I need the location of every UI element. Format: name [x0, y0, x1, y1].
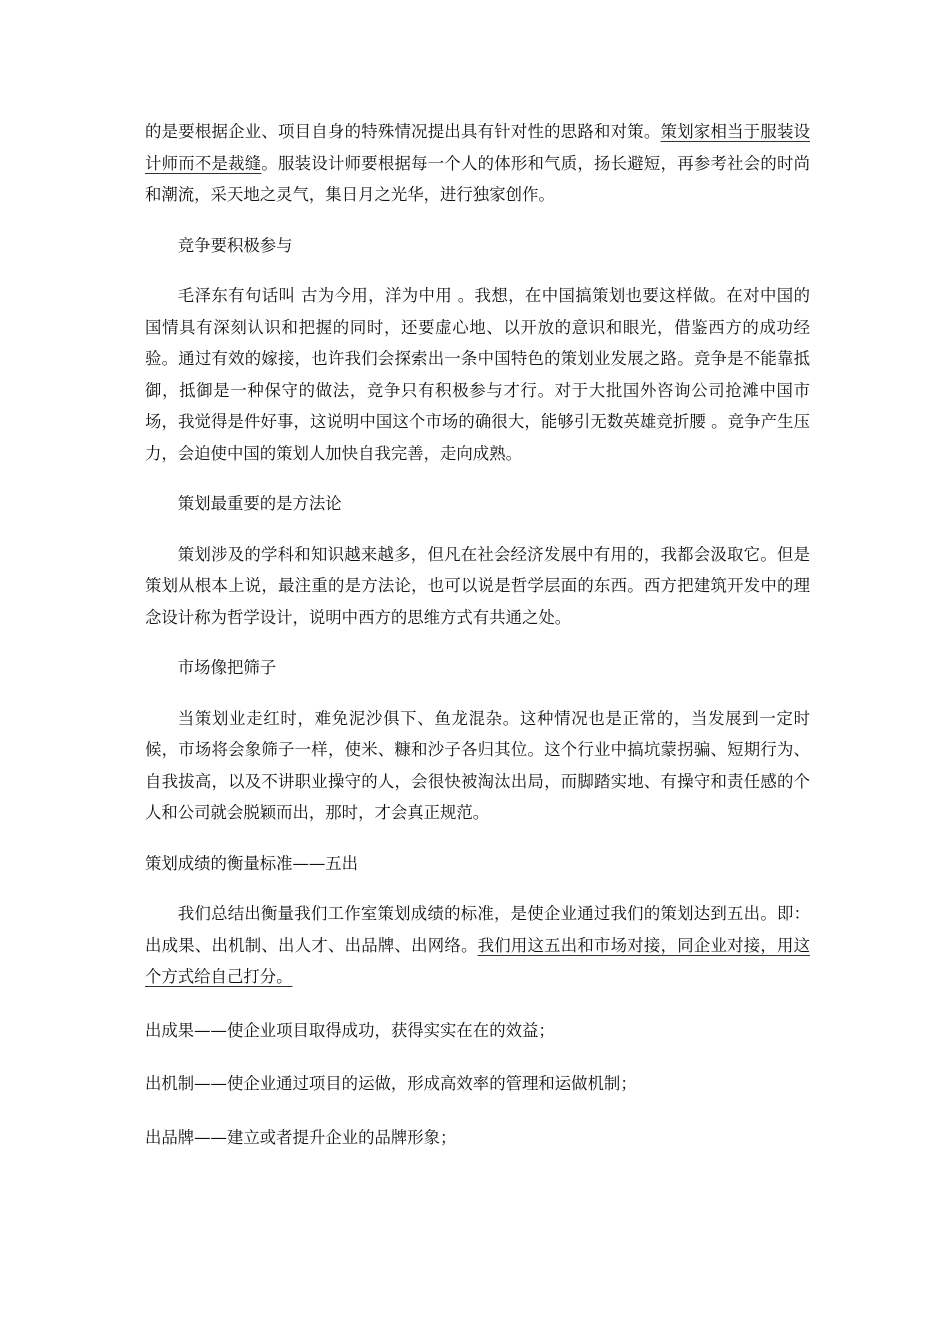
section-heading-market-sieve: 市场像把筛子 — [177, 658, 277, 677]
section-heading-competition: 竞争要积极参与 — [177, 235, 293, 255]
paragraph-text: 的是要根据企业、项目自身的特殊情况提出具有针对性的思路和对策。 — [145, 122, 661, 141]
paragraph-market-sieve: 当策划业走红时，难免泥沙俱下、鱼龙混杂。这种情况也是正常的，当发展到一定时候，市场将会象筛子一样，使米、糠和沙子各归其位。这个行业中搞坑蒙拐骗、短期行为、自我拔高，以及不讲职业操守的人，会很快被淘汰出局，而脚踏实地、有操守和责任感的个人和公司就会脱颖而出，那时，才会真正规范。 — [145, 708, 810, 822]
underlined-text: 策划家相当于服装设计师而不是裁缝 — [145, 122, 811, 173]
list-item-results: 出成果——使企业项目取得成功，获得实实在在的效益； — [145, 1020, 555, 1040]
section-heading-five-outputs: 策划成绩的衡量标准——五出 — [145, 853, 359, 873]
list-item-brand: 出品牌——建立或者提升企业的品牌形象； — [145, 1127, 457, 1147]
paragraph-methodology: 策划涉及的学科和知识越来越多，但凡在社会经济发展中有用的，我都会汲取它。但是策划从根本上说，最注重的是方法论，也可以说是哲学层面的东西。西方把建筑开发中的理念设计称为哲学设计，说明中西方的思维方式有共通之处。 — [145, 544, 810, 627]
paragraph-competition: 毛泽东有句话叫 古为今用，洋为中用 。我想，在中国搞策划也要这样做。在对中国的国情具有深刻认识和把握的同时，还要虚心地、以开放的意识和眼光，借鉴西方的成功经验。通过有效的嫁接，也许我们会探索出一条中国特色的策划业发展之路。竞争是不能靠抵御，抵御是一种保守的做法，竞争只有积极参与才行。对于大批国外咨询公司抢滩中国市场，我觉得是件好事，这说明中国这个市场的确很大，能够引无数英雄竞折腰 。竞争产生压力，会迫使中国的策划人加快自我完善，走向成熟。 — [145, 286, 810, 463]
paragraph-text: 。服装设计师要根据每一个人的体形和气质，扬长避短，再参考社会的时尚和潮流，采天地之灵气，集日月之光华，进行独家创作。 — [145, 153, 811, 204]
section-heading-methodology: 策划最重要的是方法论 — [177, 494, 342, 513]
paragraph-text: 我们总结出衡量我们工作室策划成绩的标准，是使企业通过我们的策划达到五出。即：出成果、出机制、出人才、出品牌、出网络。 — [145, 904, 810, 955]
document-page — [145, 116, 810, 1153]
list-item-mechanism: 出机制——使企业通过项目的运做，形成高效率的管理和运做机制； — [145, 1074, 637, 1093]
paragraph-designer-analogy — [145, 116, 810, 211]
underlined-text: 我们用这五出和市场对接，同企业对接，用这个方式给自己打分。 — [145, 935, 811, 986]
paragraph-five-outputs — [145, 898, 810, 993]
